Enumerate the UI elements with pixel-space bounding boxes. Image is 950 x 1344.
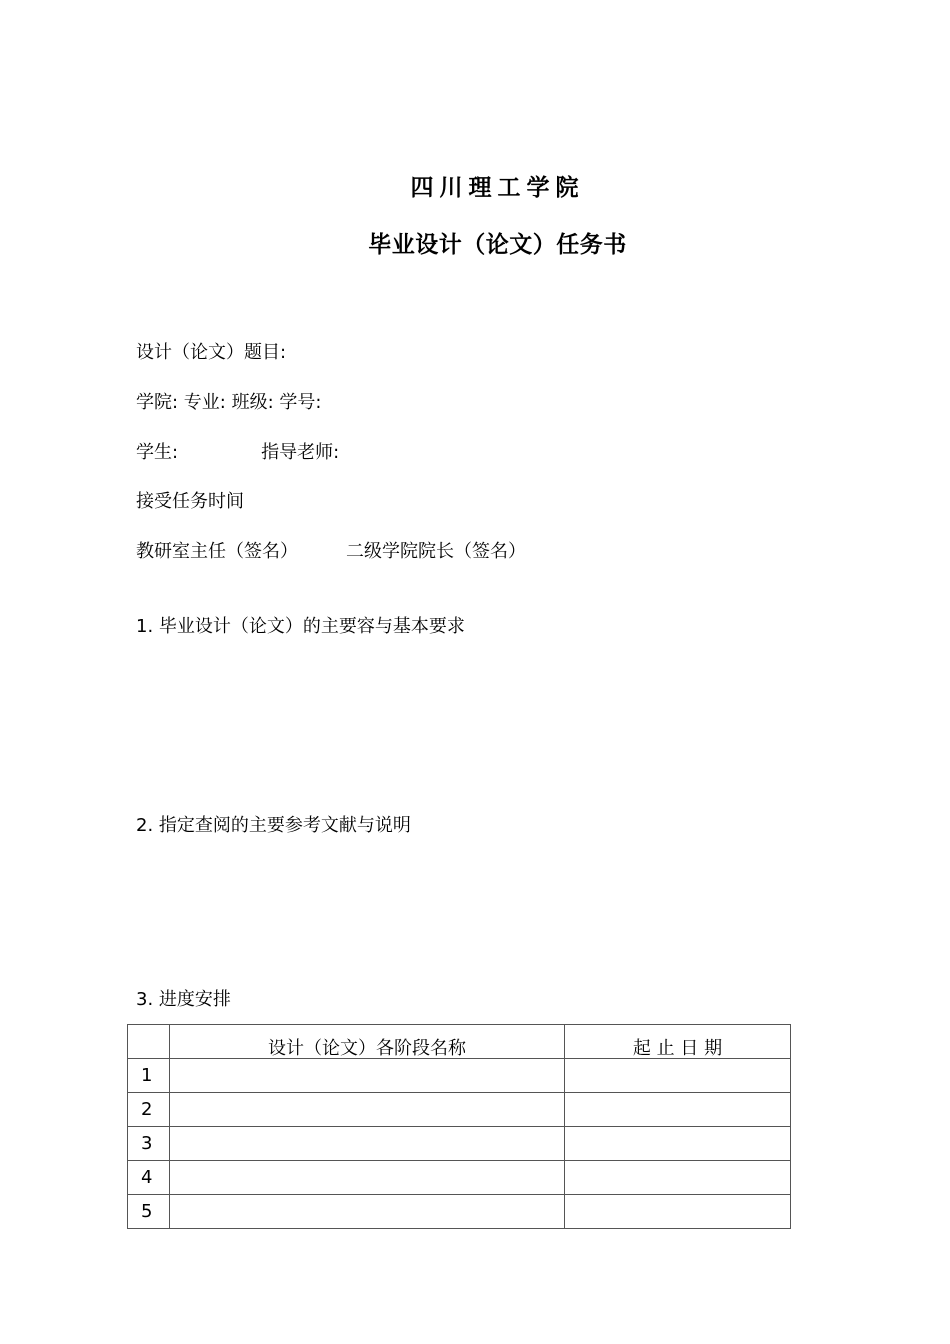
section-requirements: 1. 毕业设计（论文）的主要容与基本要求 bbox=[136, 616, 465, 637]
dates-cell[interactable] bbox=[565, 1161, 791, 1195]
table-row bbox=[128, 1059, 791, 1093]
student-label: 学生: bbox=[136, 442, 179, 463]
row-number: 5 bbox=[128, 1195, 170, 1229]
row-number: 1 bbox=[128, 1059, 170, 1093]
stage-cell[interactable] bbox=[170, 1195, 565, 1229]
school-name: 四川理工学院 bbox=[410, 175, 585, 201]
table-row bbox=[128, 1127, 791, 1161]
dates-cell[interactable] bbox=[565, 1195, 791, 1229]
advisor-label: 指导老师: bbox=[261, 442, 340, 463]
stage-cell[interactable] bbox=[170, 1059, 565, 1093]
dates-cell[interactable] bbox=[565, 1127, 791, 1161]
receive-time-label: 接受任务时间 bbox=[136, 491, 244, 512]
header-stage-name: 设计（论文）各阶段名称 bbox=[170, 1025, 565, 1059]
row-number: 2 bbox=[128, 1093, 170, 1127]
section-schedule: 3. 进度安排 bbox=[136, 989, 231, 1010]
document-title: 毕业设计（论文）任务书 bbox=[368, 232, 627, 258]
row-number: 3 bbox=[128, 1127, 170, 1161]
director-sign-label: 教研室主任（签名） bbox=[136, 541, 298, 562]
section-references: 2. 指定查阅的主要参考文献与说明 bbox=[136, 815, 411, 836]
header-dates: 起 止 日 期 bbox=[565, 1025, 791, 1059]
header-index bbox=[128, 1025, 170, 1059]
row-number: 4 bbox=[128, 1161, 170, 1195]
dates-cell[interactable] bbox=[565, 1093, 791, 1127]
student-advisor-line bbox=[136, 441, 339, 465]
dean-sign-label: 二级学院院长（签名） bbox=[346, 541, 526, 562]
college-info-label: 学院: 专业: 班级: 学号: bbox=[136, 392, 322, 413]
signature-line bbox=[136, 540, 526, 564]
stage-cell[interactable] bbox=[170, 1127, 565, 1161]
table-row bbox=[128, 1161, 791, 1195]
stage-cell[interactable] bbox=[170, 1161, 565, 1195]
table-header-row bbox=[128, 1025, 791, 1059]
schedule-table bbox=[127, 1024, 791, 1229]
stage-cell[interactable] bbox=[170, 1093, 565, 1127]
table-row bbox=[128, 1093, 791, 1127]
table-row bbox=[128, 1195, 791, 1229]
dates-cell[interactable] bbox=[565, 1059, 791, 1093]
topic-label: 设计（论文）题目: bbox=[136, 342, 287, 363]
